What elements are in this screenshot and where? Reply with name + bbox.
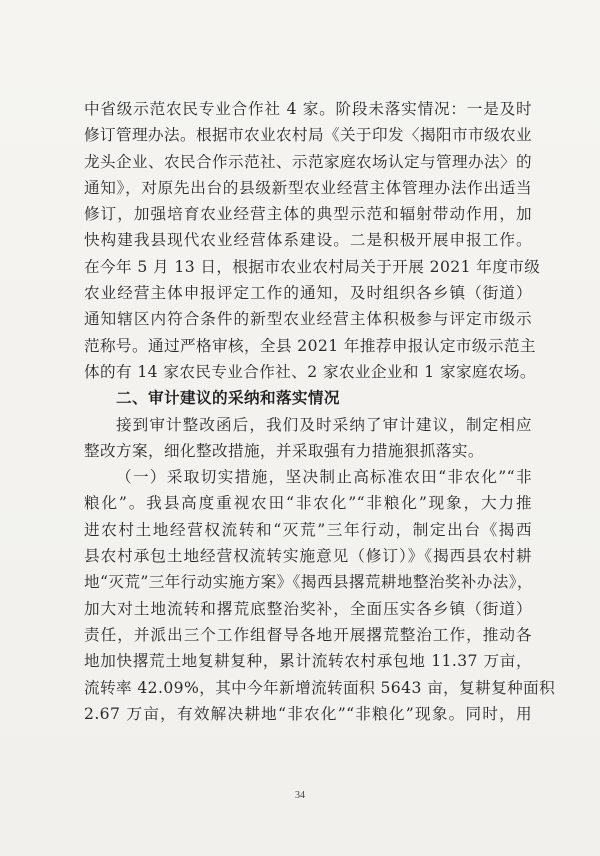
body-text <box>84 96 556 727</box>
page-number: 34 <box>295 790 305 801</box>
text-line: 2.67 万亩，有效解决耕地“非农化”“非粮化”现象。同时，用 <box>84 704 532 723</box>
text-line: 龙头企业、农民合作示范社、示范家庭农场认定与管理办法〉的 <box>84 152 532 171</box>
text-line: 加大对土地流转和撂荒底整治奖补，全面压实各乡镇（街道） <box>84 599 532 618</box>
text-line: 修订管理办法。根据市农业农村局《关于印发〈揭阳市市级农业 <box>84 126 532 145</box>
text-line: （一）采取切实措施，坚决制止高标准农田“非农化”“非 <box>116 468 532 487</box>
text-line: 接到审计整改函后，我们及时采纳了审计建议，制定相应 <box>116 415 532 434</box>
text-line: 整改方案，细化整改措施，并采取强有力措施狠抓落实。 <box>84 441 484 460</box>
text-line: 在今年 5 月 13 日，根据市农业农村局关于开展 2021 年度市级 <box>84 257 541 276</box>
text-line: 县农村承包土地经营权流转实施意见（修订）》《揭西县农村耕 <box>84 547 532 566</box>
text-line: 修订，加强培育农业经营主体的典型示范和辐射带动作用，加 <box>84 205 532 224</box>
text-line: 范称号。通过严格审核，全县 2021 年推荐申报认定市级示范主 <box>84 336 536 355</box>
text-line: 通知》，对原先出台的县级新型农业经营主体管理办法作出适当 <box>84 178 532 197</box>
text-line: 粮化”。我县高度重视农田“非农化”“非粮化”现象，大力推 <box>84 494 532 513</box>
text-line: 通知辖区内符合条件的新型农业经营主体积极参与评定市级示 <box>84 310 532 329</box>
text-line: 地“灭荒”三年行动实施方案》《揭西县撂荒耕地整治奖补办法》， <box>84 573 533 592</box>
text-line: 中省级示范农民专业合作社 4 家。阶段未落实情况：一是及时 <box>84 100 532 118</box>
text-line: 快构建我县现代农业经营体系建设。二是积极开展申报工作。 <box>84 231 532 250</box>
text-line: 农业经营主体申报评定工作的通知，及时组织各乡镇（街道） <box>84 284 532 303</box>
text-line: 进农村土地经营权流转和“灭荒”三年行动，制定出台《揭西 <box>84 520 532 539</box>
text-line: 责任，并派出三个工作组督导各地开展撂荒整治工作，推动各 <box>84 625 532 644</box>
text-line: 流转率 42.09%，其中今年新增流转面积 5643 亩，复耕复种面积 <box>84 678 556 697</box>
text-line: 体的有 14 家农民专业合作社、2 家农业企业和 1 家家庭农场。 <box>84 362 536 381</box>
section-heading: 二、审计建议的采纳和落实情况 <box>116 388 340 408</box>
text-line: 地加快撂荒土地复耕复种，累计流转农村承包地 11.37 万亩， <box>84 652 532 671</box>
